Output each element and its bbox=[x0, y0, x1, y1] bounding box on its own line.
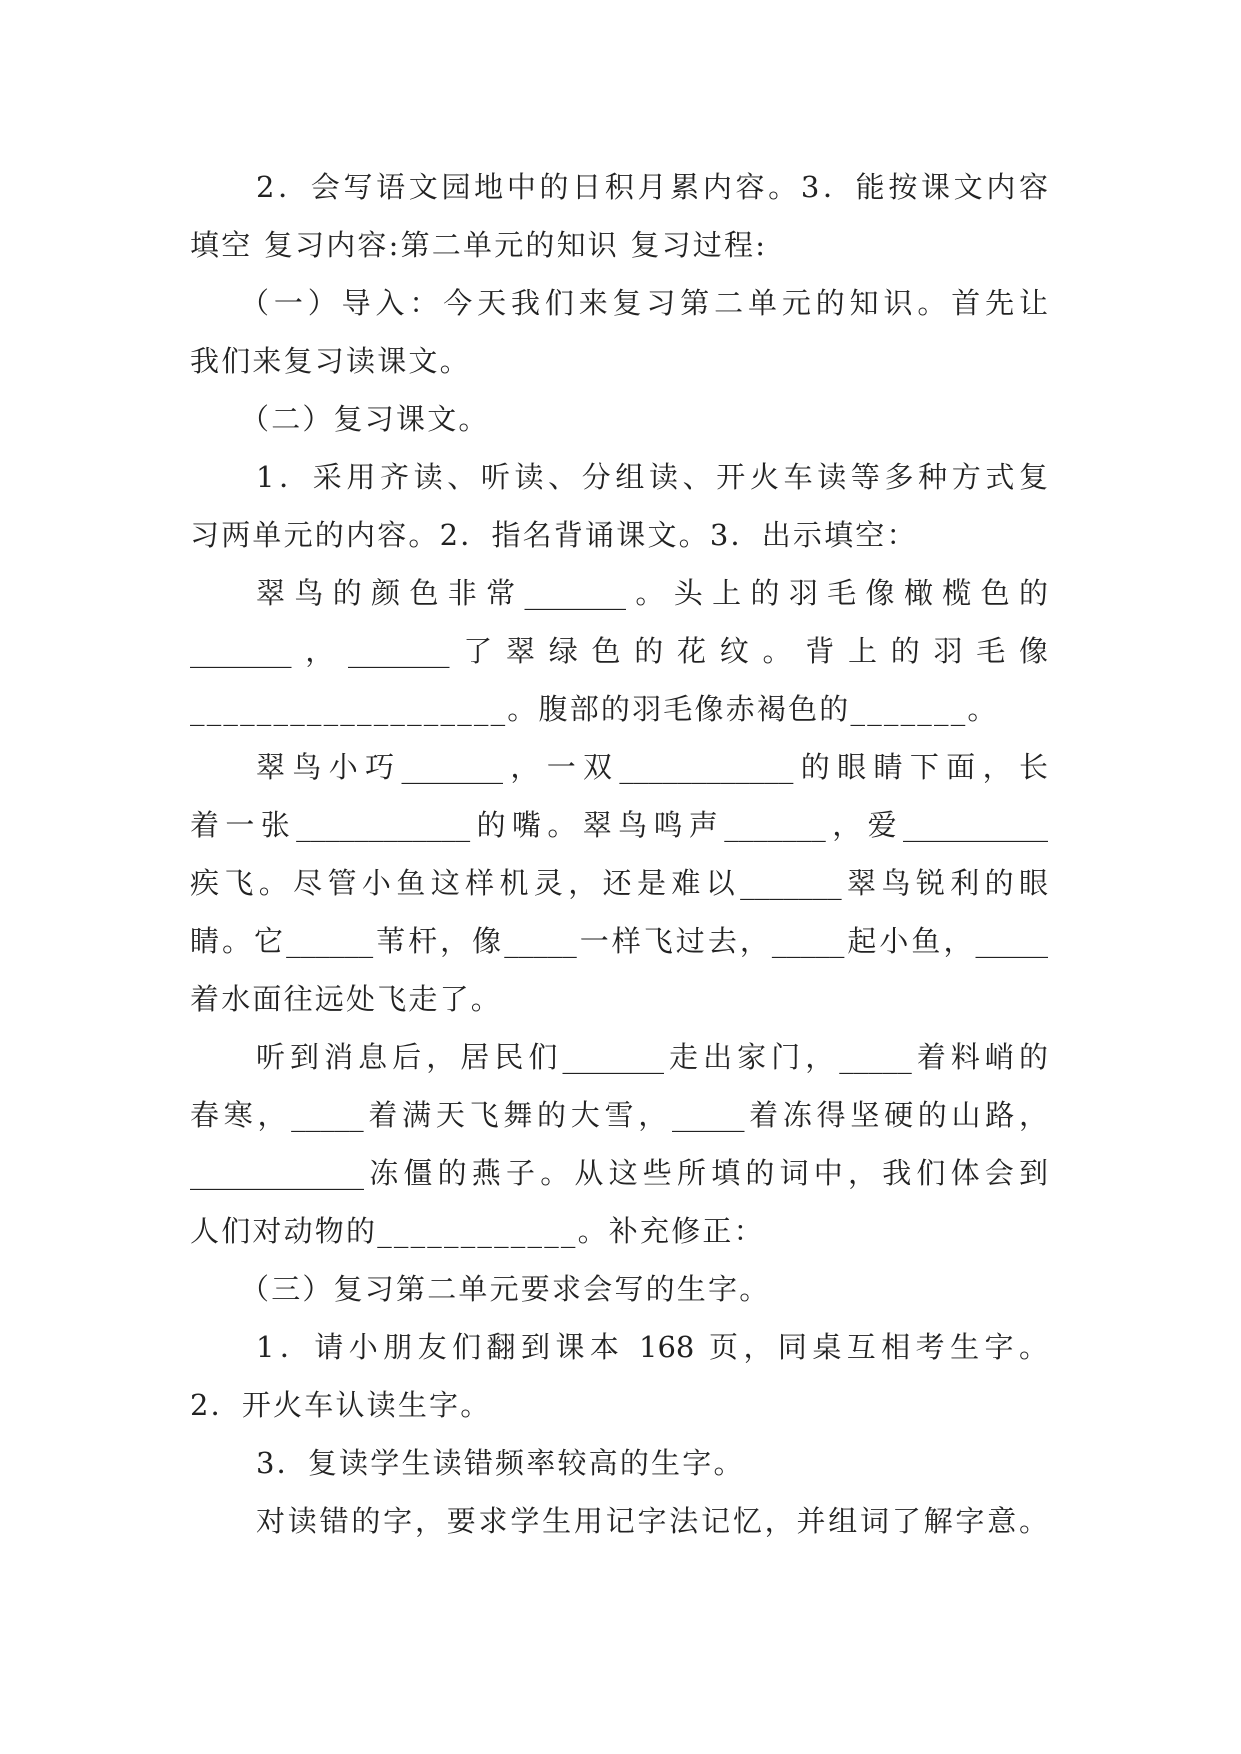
text-line: 2．会写语文园地中的日积月累内容。3．能按课文内容 bbox=[256, 170, 1048, 204]
fill-blank-line: 春寒，_____着满天飞舞的大雪，_____着冻得坚硬的山路， bbox=[190, 1098, 1048, 1132]
text-line: 我们来复习读课文。 bbox=[190, 344, 471, 378]
text-line: 1．采用齐读、听读、分组读、开火车读等多种方式复 bbox=[256, 460, 1048, 494]
fill-blank-line: _______，_______了翠绿色的花纹。背上的羽毛像 bbox=[190, 634, 1048, 668]
fill-blank-line: 着一张____________的嘴。翠鸟鸣声_______，爱__________ bbox=[190, 808, 1048, 842]
text-line: 填空 复习内容:第二单元的知识 复习过程: bbox=[190, 228, 768, 262]
text-line: 习两单元的内容。2．指名背诵课文。3．出示填空： bbox=[190, 518, 918, 552]
fill-blank-line: 翠鸟小巧_______，一双____________的眼睛下面，长 bbox=[256, 750, 1048, 784]
fill-blank-line: 人们对动物的____________。补充修正： bbox=[190, 1214, 765, 1248]
fill-blank-line: 着水面往远处飞走了。 bbox=[190, 982, 503, 1016]
text-line: 对读错的字，要求学生用记字法记忆，并组词了解字意。 bbox=[256, 1504, 1048, 1538]
fill-blank-line: 睛。它______苇杆，像_____一样飞过去，_____起小鱼，_____ bbox=[190, 924, 1048, 958]
fill-blank-line: ___________________。腹部的羽毛像赤褐色的_______。 bbox=[190, 692, 999, 726]
fill-blank-line: ____________冻僵的燕子。从这些所填的词中，我们体会到 bbox=[190, 1156, 1048, 1190]
text-line: 3．复读学生读错频率较高的生字。 bbox=[256, 1446, 745, 1480]
text-line: 2．开火车认读生字。 bbox=[190, 1388, 492, 1422]
text-line: 1．请小朋友们翻到课本 168 页，同桌互相考生字。 bbox=[256, 1330, 1048, 1364]
text-line: （一）导入：今天我们来复习第二单元的知识。首先让 bbox=[240, 286, 1048, 320]
fill-blank-line: 翠鸟的颜色非常_______。头上的羽毛像橄榄色的 bbox=[256, 576, 1048, 610]
section-heading: （二）复习课文。 bbox=[240, 402, 490, 436]
fill-blank-line: 疾飞。尽管小鱼这样机灵，还是难以_______翠鸟锐利的眼 bbox=[190, 866, 1048, 900]
section-heading: （三）复习第二单元要求会写的生字。 bbox=[240, 1272, 771, 1306]
fill-blank-line: 听到消息后，居民们_______走出家门，_____着料峭的 bbox=[256, 1040, 1048, 1074]
